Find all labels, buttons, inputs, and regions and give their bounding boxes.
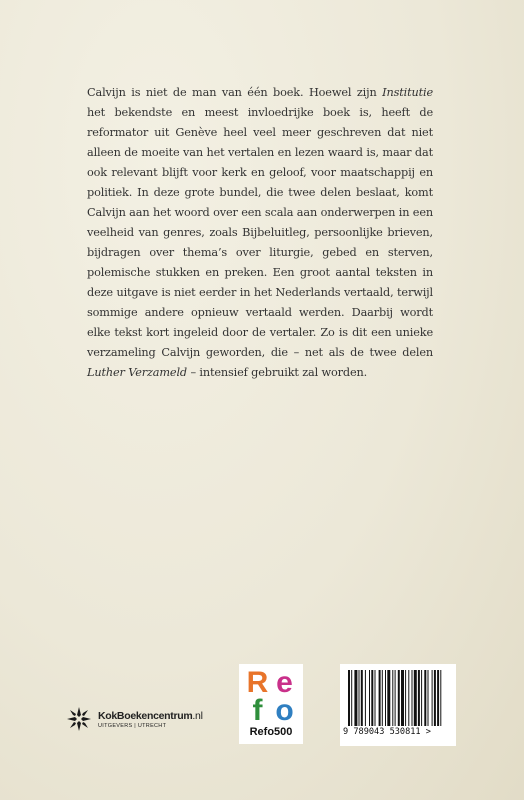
barcode-bar <box>432 670 433 726</box>
barcode-bar <box>401 670 404 726</box>
barcode-bar <box>382 670 383 726</box>
isbn-digits: 9 789043 530811 > <box>343 727 431 737</box>
publisher-star-icon <box>66 706 92 732</box>
barcode-bar <box>428 670 429 726</box>
blurb-part-1: Calvijn is niet de man van één boek. Hoewel zijn <box>87 86 383 99</box>
barcode-bar <box>424 670 426 726</box>
barcode-bar <box>361 670 363 726</box>
barcode-bar <box>351 670 352 726</box>
publisher-logo <box>66 703 203 735</box>
blurb-part-3: – intensief gebruikt zal worden. <box>187 366 368 379</box>
barcode-bar <box>369 670 370 726</box>
barcode-bar <box>437 670 439 726</box>
barcode-bar <box>408 670 409 726</box>
publisher-name-suffix: .nl <box>192 709 203 722</box>
refo-letter-e: e <box>276 669 293 699</box>
barcode-bar <box>359 670 360 726</box>
barcode-bar <box>421 670 422 726</box>
barcode-bars <box>348 670 448 726</box>
barcode-bar <box>379 670 381 726</box>
barcode-bar <box>392 670 393 726</box>
barcode-bar <box>412 670 413 726</box>
refo500-logo <box>239 664 303 744</box>
blurb-part-2: het bekendste en meest invloedrijke boek is, heeft de reformator uit Genève heel veel meer geschreven dat niet alleen de moeite van het vertalen en lezen waard is, maar dat ook relevant blijft voor kerk en geloof, voor maatschappij en politiek. In deze grote bundel, die twee delen beslaat, komt Calvijn aan het woord over een scala aan onderwerpen in een veelheid van genres, zoals Bijbeluitleg, persoonlijke brieven, bijdragen over thema’s over liturgie, gebed en sterven, polemische stukken en preken. Een groot aantal teksten in deze uitgave is niet eerder in het Nederlands vertaald, terwijl sommige andere opnieuw vertaald werden. Daarbij wordt elke tekst kort ingeleid door de vertaler. Zo is dit een unieke verzameling Calvijn geworden, die – net als de twee delen <box>87 106 433 359</box>
barcode-bar <box>385 670 386 726</box>
publisher-subtitle: UITGEVERS | UTRECHT <box>98 722 167 729</box>
barcode-bar <box>398 670 400 726</box>
barcode-bar <box>414 670 417 726</box>
blurb-text <box>87 83 433 383</box>
isbn-barcode <box>340 664 456 746</box>
barcode-bar <box>371 670 373 726</box>
barcode-bar <box>434 670 436 726</box>
barcode-bar <box>440 670 441 726</box>
barcode-bar <box>348 670 350 726</box>
barcode-bar <box>405 670 406 726</box>
barcode-bar <box>395 670 396 726</box>
barcode-bar <box>375 670 376 726</box>
refo500-letter-grid <box>244 669 298 723</box>
refo-letter-f: f <box>252 694 263 723</box>
refo-letter-o: o <box>275 694 294 723</box>
barcode-bar <box>365 670 366 726</box>
barcode-bar <box>354 670 357 726</box>
publisher-name: KokBoekencentrum.nl <box>98 709 203 722</box>
blurb-title-luther-verzameld: Luther Verzameld <box>87 366 188 379</box>
barcode-bar <box>418 670 420 726</box>
blurb-title-institutie: Institutie <box>382 86 433 99</box>
refo500-label: Refo500 <box>249 726 293 738</box>
barcode-bar <box>387 670 390 726</box>
refo-letter-r: R <box>246 669 269 699</box>
